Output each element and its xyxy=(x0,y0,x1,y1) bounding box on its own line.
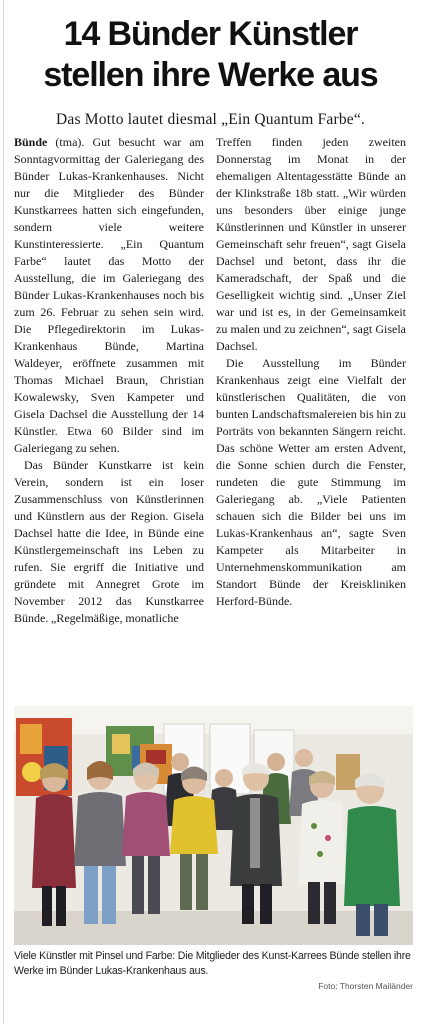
article-subhead: Das Motto lautet diesmal „Ein Quantum Farbe“. xyxy=(55,111,366,128)
article-photo xyxy=(14,706,413,945)
article-column-right xyxy=(216,134,406,610)
headline-line-2: stellen ihre Werke aus xyxy=(43,56,378,94)
article-column-left xyxy=(14,134,204,627)
dateline: Bünde xyxy=(14,135,48,149)
group-photo-illustration xyxy=(14,706,413,945)
photo-credit: Foto: Thorsten Mailänder xyxy=(318,981,413,991)
article-headline xyxy=(8,14,413,96)
article-paragraph-1 xyxy=(14,134,204,457)
article-paragraph-4: Die Ausstellung im Bünder Krankenhaus zeigt eine Vielfalt der künstlerischen Qualitäten, die von bunten Landschaftsmalereien bis hin zu Porträts von bekannten Sängern reicht. Das schöne Wetter am ersten Advent, die Sonne schien durch die Fenster, rundeten die gute Stimmung im Galeriegang ab. „Viele Patienten schauen sich die Bilder bei uns im Lukas-Krankenhaus an“, sagte Sven Kampeter als Mitarbeiter in Unternehmenskommunikation am Standort Bünde der Kreiskliniken Herford-Bünde. xyxy=(216,356,406,608)
article-paragraph-2: Das Bünder Kunstkarre ist kein Verein, sondern ist ein loser Zusammenschluss von Künstlerinnen und Künstlern aus der Region. Gisela Dachsel hatte die Idee, in Bünde eine Künstlergemeinschaft ins Leben zu rufen. Sie ergriff die Initiative und gründete mit Annegret Grote im November 2012 das Kunstkarree Bünde. „Regelmäßige, monatliche xyxy=(14,458,204,625)
article-paragraph-1-text: (tma). Gut besucht war am Sonntagvormittag der Galeriegang des Bünder Lukas-Krankenhauses. Nicht nur die Mitglieder des Bünder Kunstkarrees hatten sich eingefunden, sondern viele weitere Kunstinteressierte. „Ein Quantum Farbe“ lautet das Motto der Ausstellung, die im Galeriegang des Bünder Lukas-Krankenhauses noch bis zum 26. Februar zu sehen sein wird. Die Pflegedirektorin im Lukas-Krankenhaus Bünde, Martina Waldeyer, eröffnete zusammen mit Thomas Michael Braun, Christian Kowalewsky, Sven Kampeter und Gisela Dachsel die Ausstellung der 14 Künstler. Etwa 60 Bilder sind im Galeriegang zu sehen. xyxy=(14,135,204,455)
headline-line-1: 14 Bünder Künstler xyxy=(63,15,358,53)
photo-caption: Viele Künstler mit Pinsel und Farbe: Die Mitglieder des Kunst-Karrees Bünde stellen ihre Werke im Bünder Lukas-Krankenhaus aus. xyxy=(14,950,411,977)
article-paragraph-3: Treffen finden jeden zweiten Donnerstag im Monat in der ehemaligen Altentagesstätte Bünde an der Klinkstraße 18b statt. „Wir würden uns besonders über einige junge Künstlerinnen und Künstler in unserer Gemeinschaft sehr freuen“, sagt Gisela Dachsel und betont, dass ihr die Kameradschaft, der Spaß und die Geselligkeit wichtig sind. „Unser Ziel war und ist es, in der Gemeinsamkeit zu malen und zu zeichnen“, sagt Gisela Dachsel. xyxy=(216,135,406,353)
page-edge-divider xyxy=(3,0,4,1024)
